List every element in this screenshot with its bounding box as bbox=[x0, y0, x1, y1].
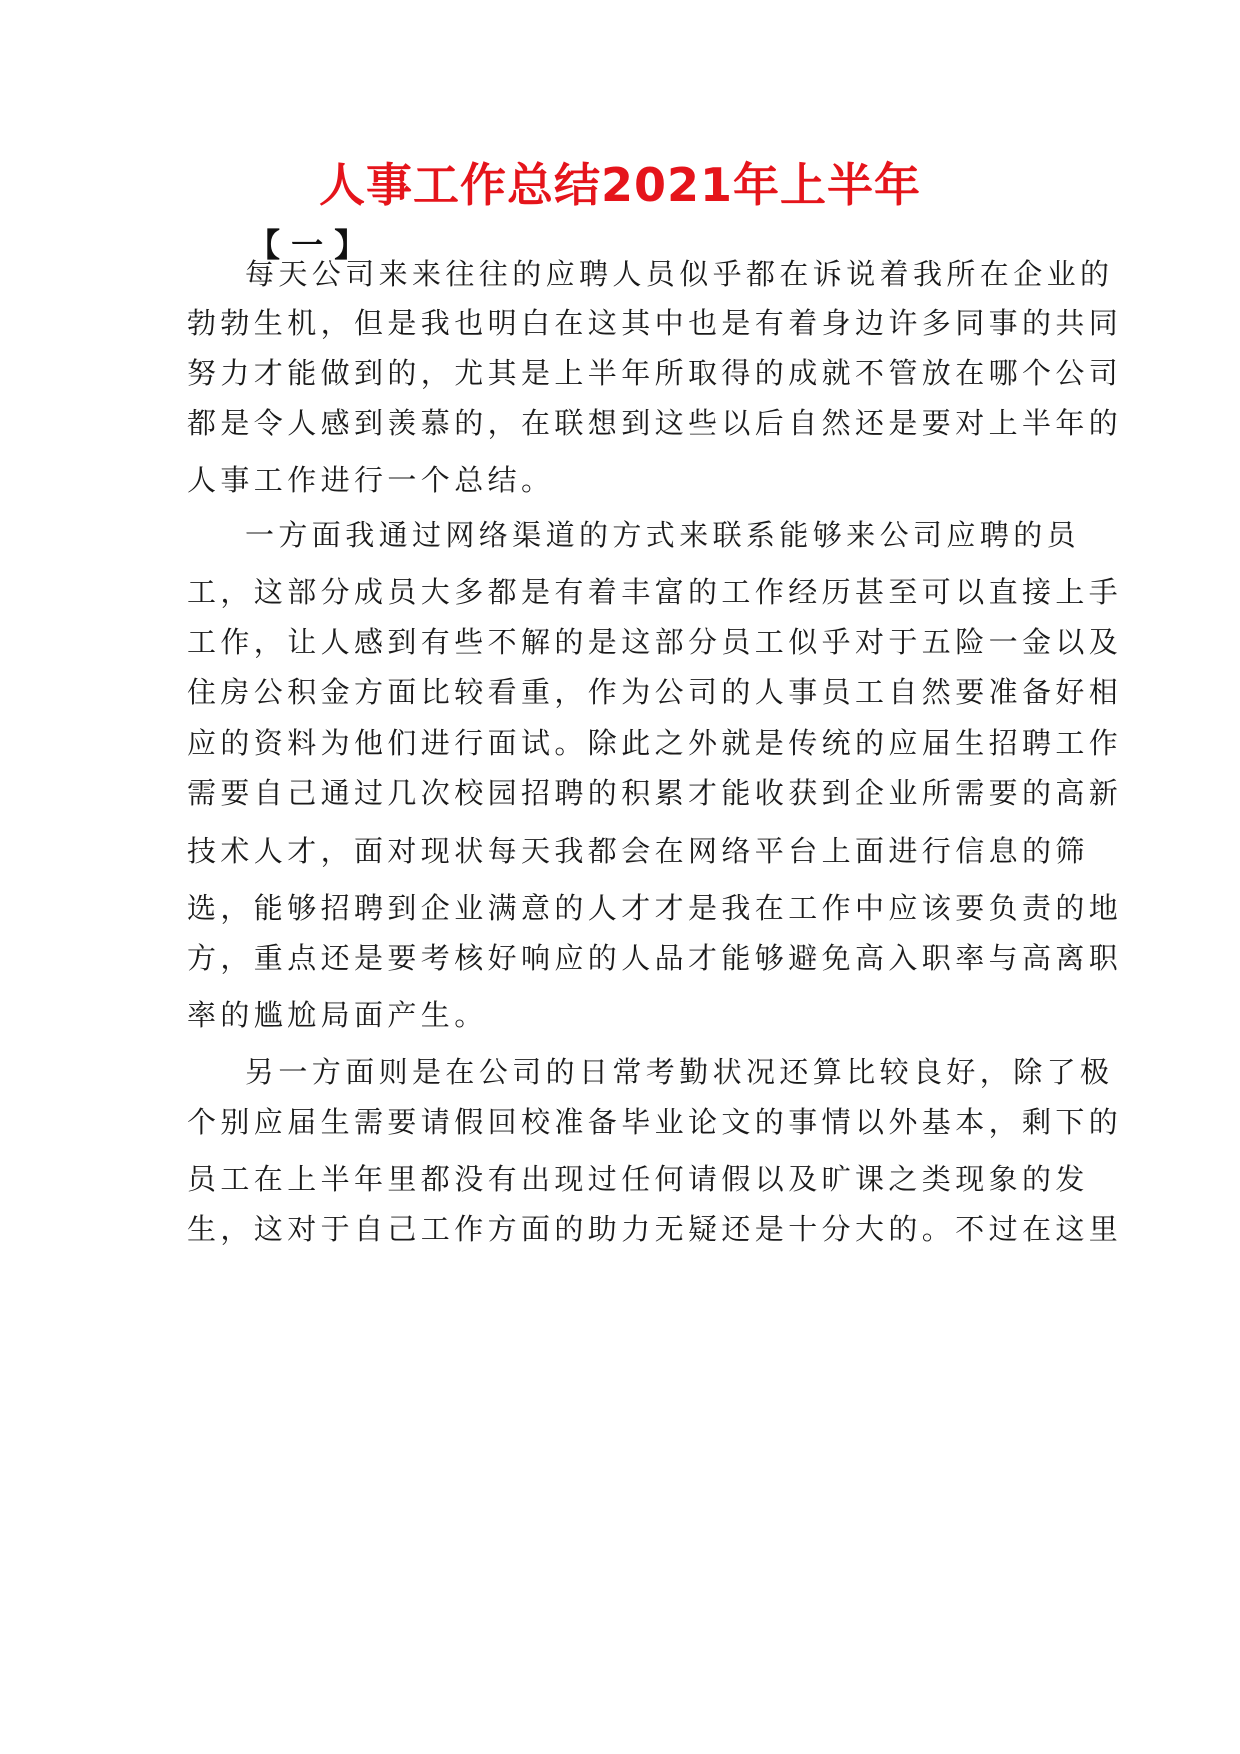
section-label: 【 一 】 bbox=[248, 226, 367, 264]
paragraph-line: 个别应届生需要请假回校准备毕业论文的事情以外基本，剩下的 bbox=[187, 1105, 1123, 1139]
paragraph-line: 住房公积金方面比较看重，作为公司的人事员工自然要准备好相 bbox=[187, 675, 1123, 709]
paragraph-line: 选，能够招聘到企业满意的人才才是我在工作中应该要负责的地 bbox=[187, 891, 1123, 925]
paragraph-line: 方，重点还是要考核好响应的人品才能够避免高入职率与高离职 bbox=[187, 941, 1123, 975]
paragraph-line: 生，这对于自己工作方面的助力无疑还是十分大的。不过在这里 bbox=[187, 1212, 1123, 1246]
paragraph-line: 工作，让人感到有些不解的是这部分员工似乎对于五险一金以及 bbox=[187, 625, 1123, 659]
paragraph-line: 每天公司来来往往的应聘人员似乎都在诉说着我所在企业的 bbox=[245, 257, 1114, 291]
paragraph-line: 一方面我通过网络渠道的方式来联系能够来公司应聘的员 bbox=[245, 518, 1081, 552]
paragraph-line: 工，这部分成员大多都是有着丰富的工作经历甚至可以直接上手 bbox=[187, 575, 1123, 609]
paragraph-line: 努力才能做到的，尤其是上半年所取得的成就不管放在哪个公司 bbox=[187, 356, 1123, 390]
paragraph-line: 都是令人感到羡慕的，在联想到这些以后自然还是要对上半年的 bbox=[187, 406, 1123, 440]
paragraph-line: 人事工作进行一个总结。 bbox=[187, 463, 555, 497]
paragraph-line: 技术人才，面对现状每天我都会在网络平台上面进行信息的筛 bbox=[187, 834, 1089, 868]
paragraph-line: 勃勃生机，但是我也明白在这其中也是有着身边许多同事的共同 bbox=[187, 306, 1123, 340]
paragraph-line: 应的资料为他们进行面试。除此之外就是传统的应届生招聘工作 bbox=[187, 726, 1123, 760]
paragraph-line: 需要自己通过几次校园招聘的积累才能收获到企业所需要的高新 bbox=[187, 776, 1123, 810]
paragraph-line: 员工在上半年里都没有出现过任何请假以及旷课之类现象的发 bbox=[187, 1162, 1089, 1196]
paragraph-line: 率的尴尬局面产生。 bbox=[187, 998, 488, 1032]
document-title: 人事工作总结2021年上半年 bbox=[318, 158, 922, 212]
paragraph-line: 另一方面则是在公司的日常考勤状况还算比较良好，除了极 bbox=[245, 1055, 1114, 1089]
